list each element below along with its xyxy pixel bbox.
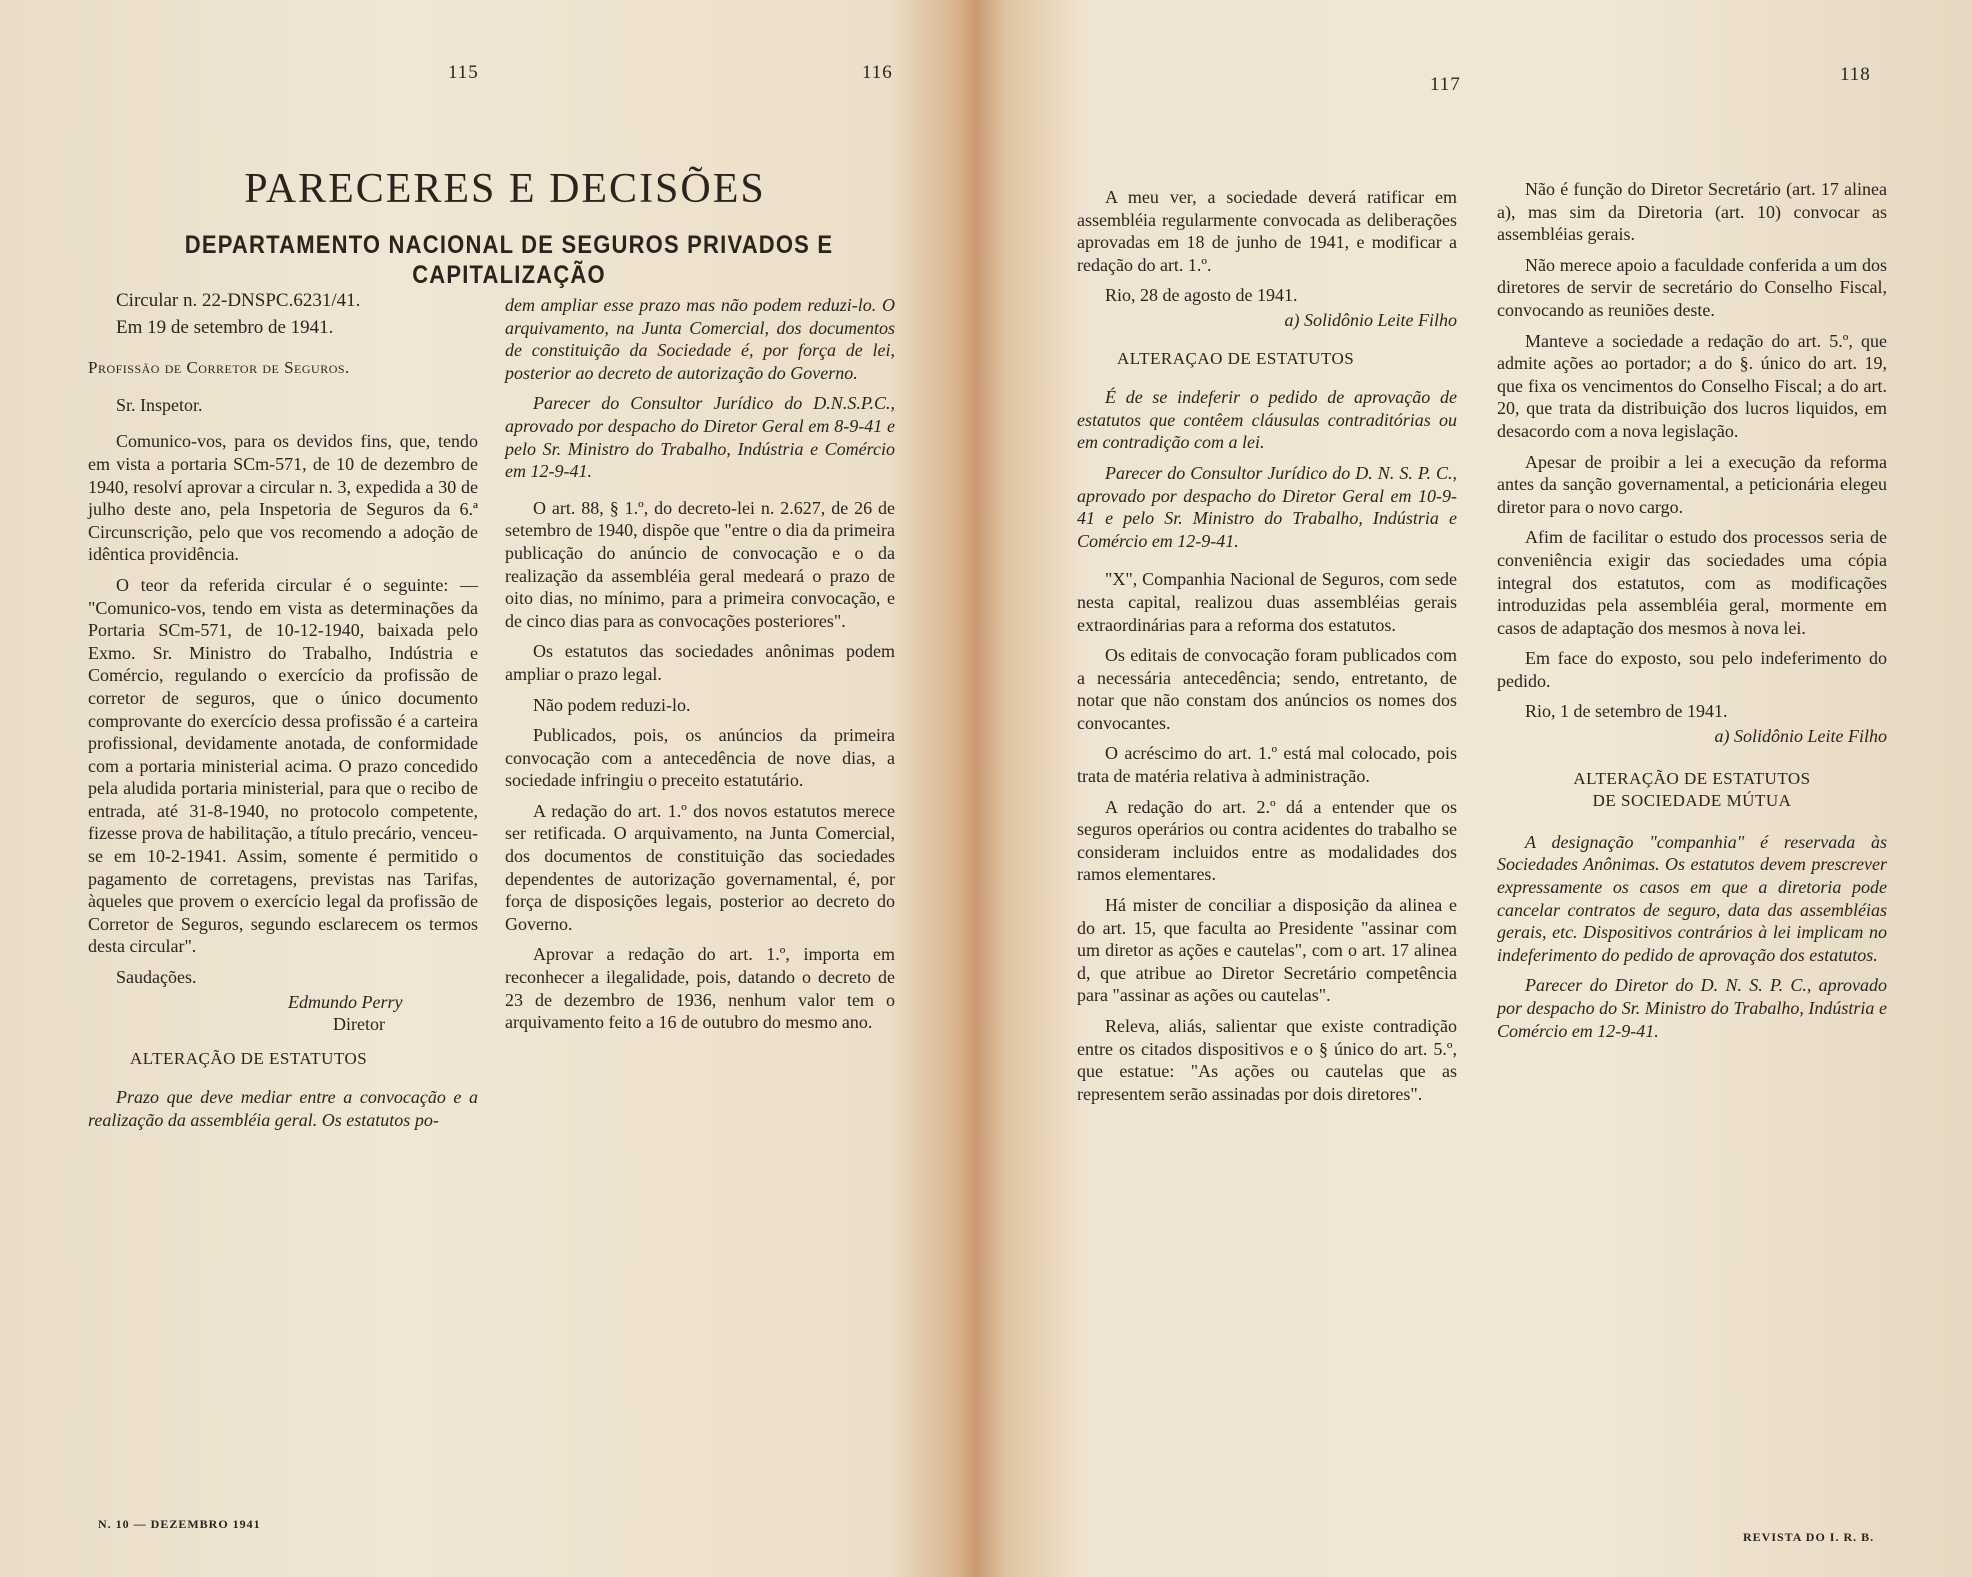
paragraph: A redação do art. 1.º dos novos estatutos merece ser retificada. O arquivamento, na Junta Comercial, dos documentos de constituição das sociedades dependentes de autorização governamental, é, por força de disposições legais, posterior ao decreto do Governo. xyxy=(505,800,895,934)
paragraph: "X", Companhia Nacional de Seguros, com sede nesta capital, realizou duas assembléias gerais extraordinárias para a reforma dos estatutos. xyxy=(1077,569,1457,635)
summary-italic: A designação "companhia" é reservada às Sociedades Anônimas. Os estatutos devem prescrever expressamente os casos em que a diretoria pode cancelar contratos de seguro, data das assembléias gerais, etc. Dispositivos contrários à lei implicam no indeferimento do pedido de aprovação dos estatutos. xyxy=(1497,831,1887,965)
paragraph: O acréscimo do art. 1.º está mal colocado, pois trata de matéria relativa à administração. xyxy=(1077,743,1457,787)
paragraph: Apesar de proibir a lei a execução da reforma antes da sanção governamental, a peticionária elegeu diretor para o novo cargo. xyxy=(1497,451,1887,517)
column-4 xyxy=(1497,178,1887,1050)
column-3 xyxy=(1077,186,1457,1113)
page-title: PARECERES E DECISÕES xyxy=(244,166,766,212)
circular-number: Circular n. 22-DNSPC.6231/41. xyxy=(116,290,361,311)
paragraph: Afim de facilitar o estudo dos processos seria de conveniência exigir das sociedades uma cópia integral dos estatutos, com as modificações introduzidas pela assembléia geral, mormente em casos de adaptação dos mesmos à nova lei. xyxy=(1497,527,1887,638)
parecer-note: Parecer do Consultor Jurídico do D.N.S.P.C., aprovado por despacho do Diretor Geral em 8-9-41 e pelo Sr. Ministro do Trabalho, Indústria e Comércio em 12-9-41. xyxy=(505,393,895,482)
paragraph: Comunico-vos, para os devidos fins, que, tendo em vista a portaria SCm-571, de 10 de dezembro de 1940, resolví aprovar a circular n. 3, expedida a 30 de julho deste ano, pela Inspetoria de Seguros da 6.ª Circunscrição, pelo que vos recomendo a adoção de idêntica providência. xyxy=(88,431,478,565)
signer-title: Diretor xyxy=(333,1014,385,1035)
column-2 xyxy=(505,294,895,1042)
section-heading: Profissão de Corretor de Seguros. xyxy=(88,358,350,378)
paragraph: Aprovar a redação do art. 1.º, importa em reconhecer a ilegalidade, pois, datando o decreto de 23 de dezembro de 1936, nenhum valor tem o arquivamento feito a 16 de outubro do mesmo ano. xyxy=(505,944,895,1033)
summary-italic: dem ampliar esse prazo mas não podem reduzi-lo. O arquivamento, na Junta Comercial, dos documentos de constituição da Sociedade é, por força de lei, posterior ao decreto de autorização do Governo. xyxy=(505,295,895,383)
paragraph: Em face do exposto, sou pelo indeferimento do pedido. xyxy=(1497,648,1887,691)
paragraph: Não merece apoio a faculdade conferida a um dos diretores de servir de secretário do Conselho Fiscal, convocando as reuniões deste. xyxy=(1497,254,1887,320)
paragraph: Os editais de convocação foram publicados com a necessária antecedência; sendo, entretanto, de notar que não constam dos anúncios os nomes dos convocantes. xyxy=(1077,645,1457,733)
paragraph: Não é função do Diretor Secretário (art. 17 alinea a), mas sim da Diretoria (art. 10) convocar as assembléias gerais. xyxy=(1497,179,1887,245)
section-heading: ALTERAÇÃO DE ESTATUTOS xyxy=(130,1048,368,1068)
paragraph: Manteve a sociedade a redação do art. 5.º, que admite ações ao portador; a do §. único do art. 19, que fixa os vencimentos do Conselho Fiscal; a do art. 20, que trata da distribuição dos lucros liquidos, em desacordo com a nova legislação. xyxy=(1497,330,1887,441)
page-number-117: 117 xyxy=(1430,74,1461,95)
circular-date: Em 19 de setembro de 1941. xyxy=(116,316,334,338)
paragraph: A meu ver, a sociedade deverá ratificar em assembléia regularmente convocada as deliberações aprovadas em 18 de junho de 1941, e modificar a redação do art. 1.º. xyxy=(1077,187,1457,275)
footer-issue: N. 10 — DEZEMBRO 1941 xyxy=(98,1517,261,1531)
signer: a) Solidônio Leite Filho xyxy=(1714,726,1887,747)
section-heading: ALTERAÇAO DE ESTATUTOS xyxy=(1117,348,1355,368)
summary-italic: Prazo que deve mediar entre a convocação e a realização da assembléia geral. Os estatutos po- xyxy=(88,1087,478,1130)
paragraph: Há mister de conciliar a disposição da alinea e do art. 15, que faculta ao Presidente "assinar com um diretor as ações e cautelas", com o art. 17 alinea d, que atribue ao Diretor Secretário competência para "assinar as ações ou cautelas". xyxy=(1077,895,1457,1006)
paragraph: A redação do art. 2.º dá a entender que os seguros operários ou contra acidentes do trabalho se consideram incluidos entre as modalidades dos ramos elementares. xyxy=(1077,796,1457,885)
right-page xyxy=(990,0,1972,1577)
section-heading-line2: DE SOCIEDADE MÚTUA xyxy=(1592,791,1792,811)
column-1 xyxy=(88,290,478,1140)
date-line: Rio, 28 de agosto de 1941. xyxy=(1105,285,1298,306)
paragraph: O teor da referida circular é o seguinte: — "Comunico-vos, tendo em vista as determinações da Portaria SCm-571, de 10-12-1940, baixada pelo Exmo. Sr. Ministro do Trabalho, Indústria e Comércio, regulando o exercício da profissão de corretor de seguros, que o único documento comprovante do exercício dessa profissão é a carteira profissional, devidamente anotada, de conformidade com a portaria ministerial acima. O prazo concedido pela aludida portaria ministerial, para que o recibo de entrada, até 31-8-1940, no protocolo competente, fizesse prova de habilitação, a título precário, venceu-se em 10-2-1941. Assim, somente é permitido o pagamento de corretagens, previstas nas Tarifas, àqueles que provem o exercício legal da profissão de Corretor de Seguros, segundo esclarecem os termos desta circular". xyxy=(88,574,478,957)
footer-magazine: REVISTA DO I. R. B. xyxy=(1743,1530,1875,1544)
summary-italic: É de se indeferir o pedido de aprovação de estatutos que contêem cláusulas contraditórias ou em contradição com a lei. xyxy=(1077,387,1457,453)
left-page xyxy=(0,0,980,1577)
paragraph: Os estatutos das sociedades anônimas podem ampliar o prazo legal. xyxy=(505,641,895,684)
page-number-115: 115 xyxy=(448,62,479,83)
closing: Saudações. xyxy=(116,967,197,988)
signer: a) Solidônio Leite Filho xyxy=(1284,309,1457,330)
section-heading: ALTERAÇÃO DE ESTATUTOS xyxy=(1573,768,1811,788)
salutation: Sr. Inspetor. xyxy=(116,394,203,415)
parecer-note: Parecer do Consultor Jurídico do D. N. S. P. C., aprovado por despacho do Diretor Geral em 10-9-41 e pelo Sr. Ministro do Trabalho, Indústria e Comércio em 12-9-41. xyxy=(1077,462,1457,551)
paragraph: Publicados, pois, os anúncios da primeira convocação com a antecedência de nove dias, a sociedade infringiu o preceito estatutário. xyxy=(505,725,895,791)
paragraph: O art. 88, § 1.º, do decreto-lei n. 2.627, de 26 de setembro de 1940, dispõe que "entre o dia da primeira publicação do anúncio de convocação e o da realização da assembléia geral medeará o prazo de oito dias, no mínimo, para a primeira convocação, e de cinco dias para as convocações posteriores". xyxy=(505,497,895,631)
page-number-118: 118 xyxy=(1840,64,1871,85)
date-line: Rio, 1 de setembro de 1941. xyxy=(1525,701,1728,722)
paragraph: Releva, aliás, salientar que existe contradição entre os citados dispositivos e o § único do art. 5.º, que estatue: "As ações ou cautelas que as representem serão assinadas por dois diretores". xyxy=(1077,1016,1457,1104)
page-subtitle: DEPARTAMENTO NACIONAL DE SEGUROS PRIVADOS E CAPITALIZAÇÃO xyxy=(184,230,834,289)
paragraph: Não podem reduzi-lo. xyxy=(533,694,691,715)
parecer-note: Parecer do Diretor do D. N. S. P. C., aprovado por despacho do Sr. Ministro do Trabalho, Indústria e Comércio em 12-9-41. xyxy=(1497,975,1887,1041)
signer: Edmundo Perry xyxy=(288,991,403,1012)
page-number-116: 116 xyxy=(862,62,893,83)
